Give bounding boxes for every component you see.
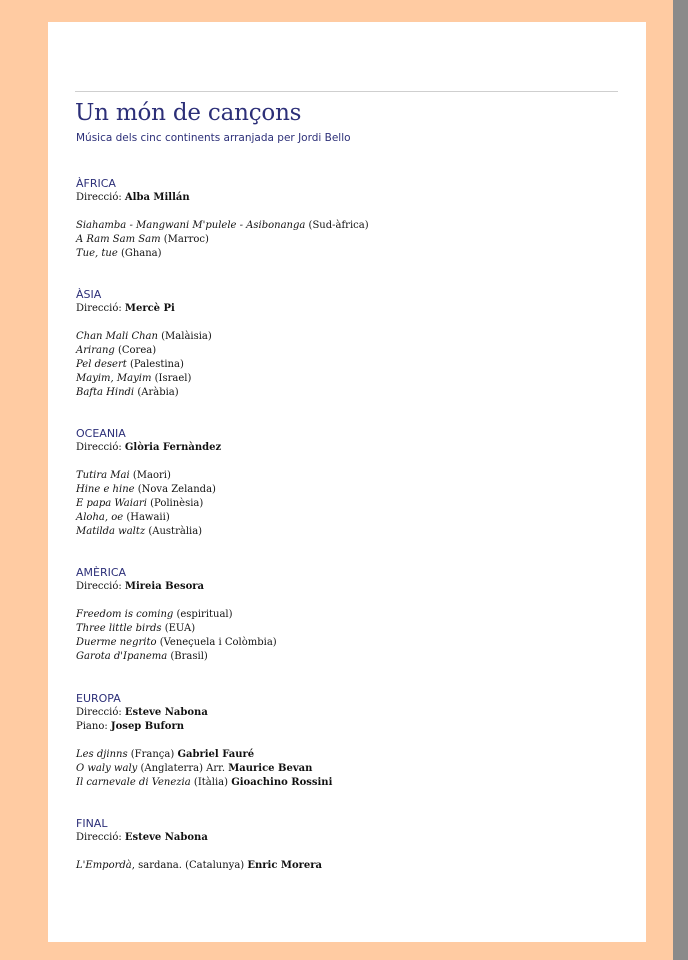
song-origin: (França) [130,749,175,760]
song-title: Pel desert [76,359,127,370]
song-origin: (Malàisia) [161,331,212,342]
song-line [76,497,616,511]
song-composer: Gabriel Fauré [177,749,255,760]
song-origin: (Palestina) [129,359,184,370]
director-line [76,191,616,205]
direction-label: Direcció: [76,832,122,843]
song-origin: (Nova Zelanda) [137,484,216,495]
song-title: Arirang [76,345,115,356]
director-name: Esteve Nabona [124,832,208,843]
song-title: A Ram Sam Sam [76,234,161,245]
song-line [76,650,616,664]
song-title: E papa Waiari [76,498,147,509]
song-line [76,859,616,873]
section-heading: ÀSIA [76,288,102,301]
song-origin: (Israel) [154,373,192,384]
direction-label: Direcció: [76,192,122,203]
song-title: L'Empordà [76,860,132,871]
song-line [76,636,616,650]
director-line [76,831,616,845]
song-origin: (Ghana) [120,248,162,259]
direction-label: Direcció: [76,707,122,718]
song-line [76,622,616,636]
song-title: Hine e hine [76,484,135,495]
song-line [76,344,616,358]
song-line [76,608,616,622]
director-line [76,706,616,720]
document-page [48,22,646,942]
song-origin: , sardana. (Catalunya) [131,860,245,871]
direction-label: Direcció: [76,581,122,592]
section-heading: AMÈRICA [76,566,127,579]
right-edge-strip [673,0,688,960]
song-origin: (Corea) [117,345,157,356]
song-line [76,762,616,776]
director-line [76,580,616,594]
director-name: Glòria Fernàndez [124,442,222,453]
director-name: Alba Millán [124,192,190,203]
song-title: Garota d'Ipanema [76,651,168,662]
song-line [76,469,616,483]
song-line [76,748,616,762]
song-title: Matilda waltz [76,526,146,537]
song-origin: (Sud-àfrica) [308,220,369,231]
song-line [76,776,616,790]
page-subtitle: Música dels cinc continents arranjada per Jordi Bello [76,132,351,144]
song-line [76,483,616,497]
song-title: O waly waly [76,763,138,774]
director-name: Mireia Besora [124,581,205,592]
section-heading: FINAL [76,817,108,830]
piano-label: Piano: [76,721,108,732]
song-line [76,372,616,386]
song-origin: (Maori) [132,470,171,481]
song-origin: (Marroc) [163,234,209,245]
song-line [76,386,616,400]
section-africa [76,177,616,261]
song-origin: (espiritual) [176,609,233,620]
song-line [76,247,616,261]
song-title: Freedom is coming [76,609,174,620]
director-name: Mercè Pi [124,303,175,314]
song-title: Duerme negrito [76,637,157,648]
song-origin: (Aràbia) [137,387,179,398]
section-final [76,817,616,873]
song-line [76,330,616,344]
direction-label: Direcció: [76,303,122,314]
pianist-name: Josep Buforn [110,721,185,732]
section-heading: EUROPA [76,692,121,705]
song-line [76,358,616,372]
director-line [76,302,616,316]
song-title: Les djinns [76,749,128,760]
song-origin: (Brasil) [170,651,208,662]
song-origin: (Austràlia) [148,526,203,537]
song-title: Tue, tue [76,248,118,259]
song-title: Three little birds [76,623,162,634]
section-oceania [76,427,616,539]
song-composer: Maurice Bevan [228,763,313,774]
song-line [76,233,616,247]
song-line [76,511,616,525]
song-title: Chan Mali Chan [76,331,158,342]
pianist-line [76,720,616,734]
song-composer: Gioachino Rossini [231,777,333,788]
song-origin: (Hawaii) [126,512,170,523]
song-line [76,219,616,233]
page-title: Un món de cançons [75,100,302,126]
song-origin: (Anglaterra) Arr. [140,763,226,774]
section-europa [76,692,616,790]
song-origin: (Veneçuela i Colòmbia) [159,637,277,648]
song-origin: (Polinèsia) [150,498,204,509]
song-origin: (EUA) [164,623,196,634]
song-origin: (Itàlia) [193,777,229,788]
song-title: Aloha, oe [76,512,124,523]
director-line [76,441,616,455]
song-title: Il carnevale di Venezia [76,777,191,788]
header-rule [75,91,618,92]
song-title: Mayim, Mayim [76,373,152,384]
song-line [76,525,616,539]
direction-label: Direcció: [76,442,122,453]
section-heading: ÀFRICA [76,177,116,190]
song-title: Bafta Hindi [76,387,135,398]
song-title: Siahamba - Mangwani M'pulele - Asibonanga [76,220,306,231]
director-name: Esteve Nabona [124,707,208,718]
section-asia [76,288,616,400]
song-title: Tutira Mai [76,470,130,481]
section-heading: OCEANIA [76,427,126,440]
song-composer: Enric Morera [247,860,323,871]
section-america [76,566,616,664]
